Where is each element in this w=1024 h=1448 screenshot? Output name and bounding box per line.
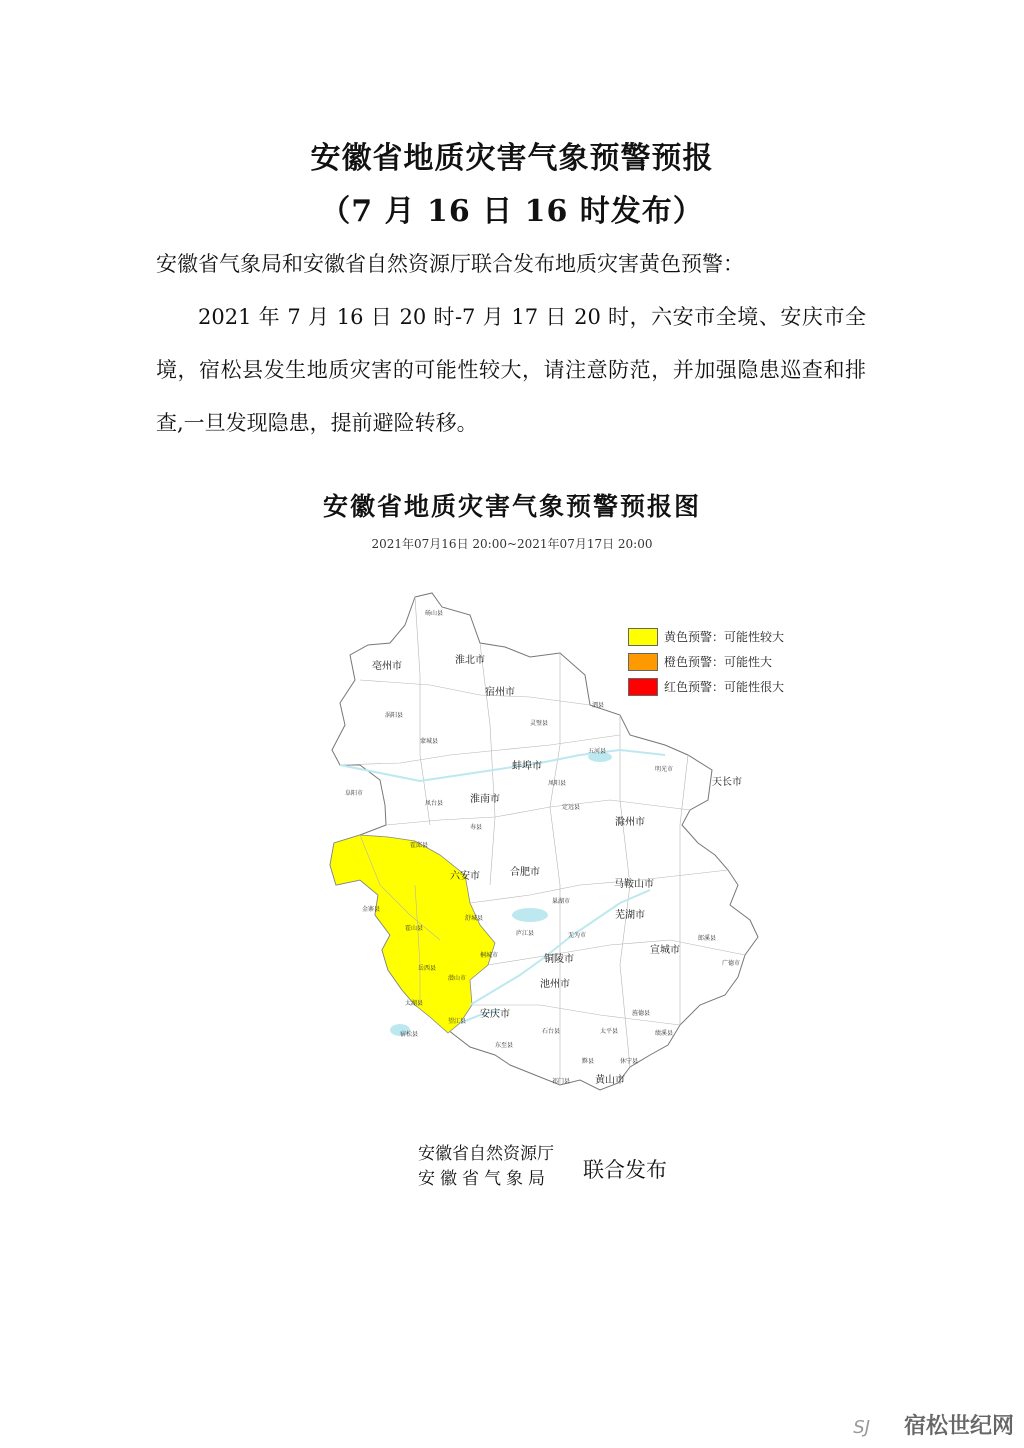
map-legend — [628, 624, 784, 699]
county-label-shucheng: 舒城县 — [465, 915, 484, 922]
legend-swatch-yellow — [628, 628, 658, 646]
county-label-wangjiang: 望江县 — [448, 1018, 467, 1025]
city-label-huaibei: 淮北市 — [455, 655, 485, 666]
body-paragraph: 2021 年 7 月 16 日 20 时-7 月 17 日 20 时，六安市全境、安庆市全境，宿松县发生地质灾害的可能性较大，请注意防范，并加强隐患巡查和排查,一旦发现隐患，提前避险转移。 — [156, 305, 866, 435]
county-label-guangde: 广德市 — [722, 960, 741, 967]
city-label-tongling: 铜陵市 — [544, 954, 574, 965]
county-label-guoyang: 涡阳县 — [385, 712, 404, 719]
city-label-huainan: 淮南市 — [470, 794, 500, 805]
watermark-logo-icon: SJ — [853, 1417, 870, 1438]
county-label-fengyang: 凤阳县 — [548, 780, 567, 787]
county-label-wuhe: 五河县 — [588, 748, 607, 755]
intro-paragraph: 安徽省气象局和安徽省自然资源厅联合发布地质灾害黄色预警： — [156, 252, 744, 276]
watermark-text: 宿松世纪网 — [903, 1413, 1014, 1439]
city-label-chuzhou: 滁州市 — [615, 817, 645, 828]
issuer-line-2: 安徽省气象局 — [418, 1169, 550, 1189]
county-label-shitai: 石台县 — [542, 1028, 561, 1035]
county-label-lingbi: 灵璧县 — [530, 720, 549, 727]
county-label-dingyuan: 定远县 — [562, 804, 581, 811]
county-label-jinzhai: 金寨县 — [362, 906, 381, 913]
legend-label-red: 红色预警：可能性很大 — [664, 680, 785, 694]
county-label-wuwei: 无为市 — [568, 932, 587, 939]
city-label-xuancheng: 宣城市 — [650, 945, 680, 956]
county-label-dongzhi: 东至县 — [495, 1042, 514, 1049]
legend-row-orange — [628, 649, 784, 674]
county-label-susong: 宿松县 — [400, 1031, 419, 1038]
county-label-dangshan: 砀山县 — [425, 610, 444, 617]
county-label-tongcheng: 桐城市 — [480, 952, 499, 959]
city-label-bengbu: 蚌埠市 — [512, 761, 542, 772]
county-label-shouxian: 寿县 — [470, 824, 483, 831]
map-title: 安徽省地质灾害气象预警预报图 — [322, 492, 701, 521]
issuer-line-1: 安徽省自然资源厅 — [418, 1144, 554, 1164]
county-label-qianshan: 潜山市 — [448, 975, 467, 982]
city-label-wuhu: 芜湖市 — [615, 910, 645, 921]
city-label-anqing: 安庆市 — [480, 1009, 510, 1020]
city-label-huangshan: 黄山市 — [595, 1075, 625, 1086]
county-label-langxi: 郎溪县 — [698, 935, 717, 942]
document-subtitle: （7 月 16 日 16 时发布） — [320, 194, 704, 229]
legend-row-red — [628, 674, 784, 699]
legend-row-yellow — [628, 624, 784, 649]
city-label-luan: 六安市 — [450, 871, 480, 882]
county-label-fengtai: 凤台县 — [425, 800, 444, 807]
county-label-sixian: 泗县 — [592, 702, 605, 709]
city-label-hefei: 合肥市 — [510, 867, 540, 878]
city-label-chizhou: 池州市 — [540, 979, 570, 990]
county-label-taiping: 太平县 — [600, 1028, 619, 1035]
document-title: 安徽省地质灾害气象预警预报 — [310, 141, 714, 176]
legend-label-orange: 橙色预警：可能性大 — [664, 655, 773, 669]
legend-swatch-red — [628, 678, 658, 696]
legend-label-yellow: 黄色预警：可能性较大 — [664, 630, 785, 644]
county-label-huoshan: 霍山县 — [405, 925, 424, 932]
county-label-mengcheng: 蒙城县 — [420, 738, 439, 745]
county-label-huoqiu: 霍邱县 — [410, 842, 429, 849]
county-label-chaohu: 巢湖市 — [552, 898, 571, 905]
county-label-lujiang: 庐江县 — [516, 930, 535, 937]
city-label-tianchang: 天长市 — [712, 777, 742, 788]
county-label-mingguang: 明光市 — [655, 766, 674, 773]
city-label-maanshan: 马鞍山市 — [614, 879, 654, 890]
city-label-bozhou: 亳州市 — [372, 661, 402, 672]
county-label-qimen: 祁门县 — [552, 1078, 571, 1085]
county-label-jixi: 绩溪县 — [655, 1030, 674, 1037]
county-label-yuexi: 岳西县 — [418, 965, 437, 972]
county-label-fuyang: 阜阳市 — [345, 790, 364, 797]
joint-release-label: 联合发布 — [583, 1158, 667, 1182]
legend-swatch-orange — [628, 653, 658, 671]
county-label-taihu: 太湖县 — [405, 1000, 424, 1007]
city-label-suzhou: 宿州市 — [485, 687, 515, 698]
county-label-jingde: 旌德县 — [632, 1010, 651, 1017]
county-label-yixian: 黟县 — [582, 1058, 595, 1065]
map-period: 2021年07月16日 20:00~2021年07月17日 20:00 — [371, 537, 653, 551]
issuer-block — [418, 1142, 554, 1192]
county-label-xiuning: 休宁县 — [620, 1058, 639, 1065]
